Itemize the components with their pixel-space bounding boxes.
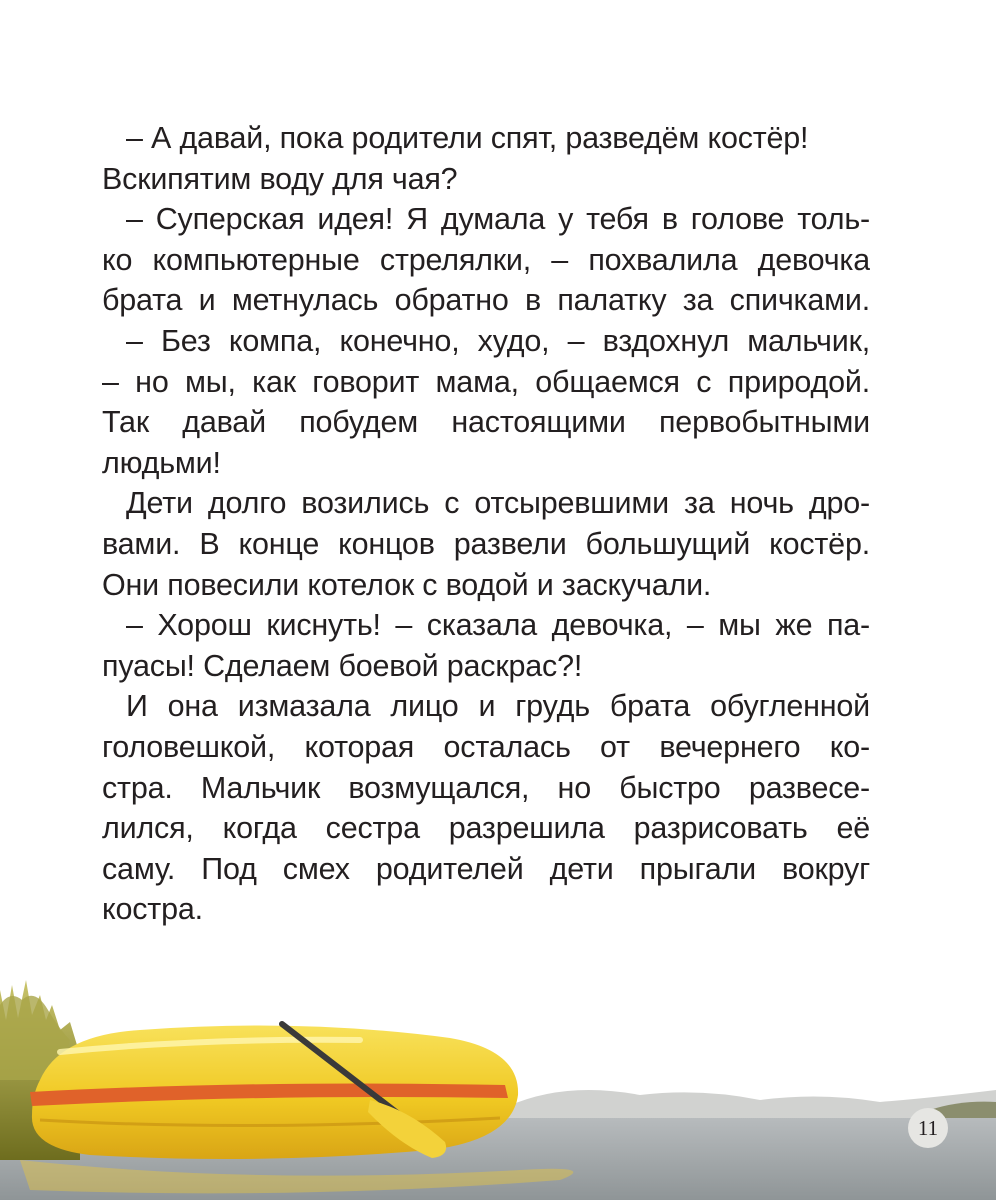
text-line: Вскипятим воду для чая?: [102, 161, 458, 196]
text-line: Дети долго возились с отсыревшими за ночь дро-: [126, 486, 870, 521]
story-text: [102, 118, 870, 930]
text-line: ко компьютерные стрелялки, – похвалила девочка: [102, 242, 870, 277]
text-line: – Без компа, конечно, худо, – вздохнул мальчик,: [126, 323, 870, 358]
text-line: вами. В конце концов развели большущий костёр.: [102, 526, 870, 561]
text-line: костра.: [102, 892, 203, 927]
text-line: головешкой, которая осталась от вечернего ко-: [102, 729, 870, 764]
inflatable-boat: [30, 1026, 518, 1160]
text-line: – но мы, как говорит мама, общаемся с природой.: [102, 364, 870, 399]
text-line: И она измазала лицо и грудь брата обугленной: [126, 689, 870, 724]
text-line: пуасы! Сделаем боевой раскрас?!: [102, 648, 583, 683]
text-line: – Хорош киснуть! – сказала девочка, – мы же па-: [126, 608, 870, 643]
text-line: брата и метнулась обратно в палатку за спичками.: [102, 283, 870, 318]
text-line: саму. Под смех родителей дети прыгали вокруг: [102, 851, 870, 886]
page-number: 11: [908, 1108, 948, 1148]
text-line: – Суперская идея! Я думала у тебя в голове толь-: [126, 202, 870, 237]
text-line: стра. Мальчик возмущался, но быстро развесе-: [102, 770, 870, 805]
text-line: – А давай, пока родители спят, разведём костёр!: [126, 121, 809, 155]
text-line: людьми!: [102, 445, 221, 480]
boat-illustration: [0, 960, 996, 1200]
text-line: лился, когда сестра разрешила разрисовать её: [102, 811, 870, 846]
text-line: Так давай побудем настоящими первобытными: [102, 405, 870, 440]
text-line: Они повесили котелок с водой и заскучали.: [102, 567, 712, 602]
